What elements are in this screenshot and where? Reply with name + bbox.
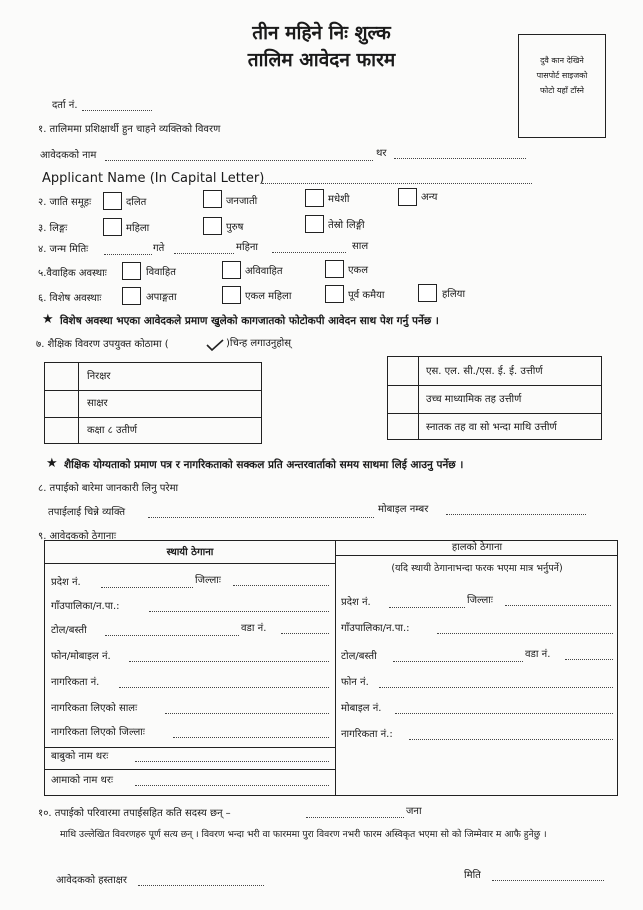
edu-box-bachelor[interactable] bbox=[388, 413, 418, 441]
checkbox-single-woman[interactable] bbox=[222, 286, 241, 304]
father-name-field[interactable] bbox=[135, 761, 329, 762]
option-madhesi: मधेशी bbox=[328, 194, 350, 205]
address-section-label: ९. आवेदकको ठेगानाः bbox=[38, 531, 116, 542]
edu-option-slc: एस. एल. सी./एस. ई. ई. उत्तीर्ण bbox=[426, 366, 543, 377]
curr-tole-label: टोल/बस्ती bbox=[341, 651, 377, 662]
option-haliya: हलिया bbox=[442, 289, 466, 300]
permanent-address-header: स्थायी ठेगाना bbox=[166, 547, 214, 558]
family-members-field[interactable] bbox=[306, 817, 404, 818]
checkbox-male[interactable] bbox=[203, 217, 222, 235]
special-label: ६. विशेष अवस्थाः bbox=[38, 293, 102, 304]
perm-tole-label: टोल/बस्ती bbox=[51, 625, 87, 636]
caste-label: २. जाति समूहः bbox=[38, 197, 92, 208]
dob-mahina-label: महिना bbox=[236, 242, 259, 253]
option-janajati: जनजाती bbox=[226, 196, 258, 207]
checkbox-third-gender[interactable] bbox=[305, 215, 324, 233]
curr-province-field[interactable] bbox=[389, 607, 465, 608]
father-name-label: बाबुको नाम थरः bbox=[51, 751, 109, 762]
curr-citizenship-label: नागरिकता नं.: bbox=[341, 729, 393, 740]
family-members-label: १०. तपाईको परिवारमा तपाईसहित कति सदस्य छन् – bbox=[38, 808, 231, 819]
option-unmarried: अविवाहित bbox=[245, 266, 283, 277]
option-single-woman: एकल महिला bbox=[245, 291, 292, 302]
curr-phone-field[interactable] bbox=[379, 687, 613, 688]
reference-person-label: तपाईलाई चिन्ने व्यक्ति bbox=[48, 507, 126, 518]
option-married: विवाहित bbox=[146, 267, 176, 278]
edu-box-illiterate[interactable] bbox=[45, 363, 78, 390]
gender-label: ३. लिङ्गः bbox=[38, 223, 68, 234]
family-members-unit: जना bbox=[406, 806, 422, 817]
education-label: ७. शैक्षिक विवरण उपयुक्त कोठामा ( bbox=[36, 339, 169, 350]
checkbox-disability[interactable] bbox=[122, 287, 141, 305]
address-table bbox=[44, 540, 618, 796]
option-third-gender: तेस्रो लिङ्गी bbox=[328, 220, 365, 231]
applicant-name-en-field[interactable] bbox=[262, 183, 532, 184]
perm-phone-label: फोन/मोबाइल नं. bbox=[51, 651, 111, 662]
checkbox-single[interactable] bbox=[325, 260, 344, 278]
checkbox-ex-kamaiya[interactable] bbox=[325, 285, 344, 303]
education-label-end: )चिन्ह लगाउनुहोस् bbox=[226, 338, 292, 349]
option-anya: अन्य bbox=[421, 192, 438, 203]
checkbox-dalit[interactable] bbox=[103, 192, 122, 210]
date-field[interactable] bbox=[492, 880, 604, 881]
thar-field[interactable] bbox=[394, 158, 526, 159]
checkbox-female[interactable] bbox=[103, 218, 122, 236]
curr-mobile-field[interactable] bbox=[395, 713, 613, 714]
option-ex-kamaiya: पूर्व कमैया bbox=[348, 290, 385, 301]
perm-municipality-field[interactable] bbox=[149, 611, 329, 612]
note-documents: शैक्षिक योग्यताको प्रमाण पत्र र नागरिकताको सक्कल प्रति अन्तरवार्ताको समय साथमा लिई आउनु पर्नेछ । bbox=[64, 459, 464, 471]
checkbox-anya[interactable] bbox=[398, 188, 417, 206]
name-label: आवेदकको नाम bbox=[40, 150, 97, 161]
reference-mobile-field[interactable] bbox=[446, 514, 586, 515]
edu-box-slc[interactable] bbox=[388, 357, 418, 385]
darta-label: दर्ता नं. bbox=[52, 100, 78, 111]
photo-box-line: दुवै कान देखिने bbox=[540, 56, 584, 65]
citizenship-year-field[interactable] bbox=[165, 713, 329, 714]
date-label: मिति bbox=[464, 870, 481, 881]
perm-province-field[interactable] bbox=[101, 587, 193, 588]
curr-municipality-label: गाँउपालिका/न.पा.: bbox=[341, 623, 410, 634]
dob-saal-label: साल bbox=[352, 241, 369, 252]
edu-option-bachelor: स्नातक तह वा सो भन्दा माथि उत्तीर्ण bbox=[426, 422, 557, 433]
curr-district-field[interactable] bbox=[505, 605, 611, 606]
mother-name-field[interactable] bbox=[135, 785, 329, 786]
curr-ward-label: वडा नं. bbox=[525, 649, 551, 660]
edu-box-class8[interactable] bbox=[45, 417, 78, 444]
perm-ward-label: वडा नं. bbox=[241, 623, 267, 634]
perm-ward-field[interactable] bbox=[281, 633, 329, 634]
dob-year-field[interactable] bbox=[272, 252, 346, 253]
form-title: तीन महिने निः शुल्क bbox=[252, 22, 391, 44]
dob-label: ४. जन्म मितिः bbox=[38, 244, 89, 255]
education-table-left bbox=[44, 362, 262, 444]
current-address-header: हालको ठेगाना bbox=[451, 542, 503, 553]
edu-option-class8: कक्षा ८ उतीर्ण bbox=[87, 425, 137, 436]
option-female: महिला bbox=[126, 223, 150, 234]
reference-mobile-label: मोबाइल नम्बर bbox=[378, 504, 429, 515]
star-icon: ★ bbox=[42, 312, 54, 327]
perm-citizenship-label: नागरिकता नं. bbox=[51, 677, 100, 688]
citizenship-district-label: नागरिकता लिएको जिल्लाः bbox=[51, 727, 145, 738]
applicant-name-en-label: Applicant Name (In Capital Letter) bbox=[42, 171, 265, 186]
curr-ward-field[interactable] bbox=[565, 659, 613, 660]
current-address-note: (यदि स्थायी ठेगानाभन्दा फरक भएमा मात्र भर्नुपर्ने) bbox=[391, 563, 563, 574]
checkbox-madhesi[interactable] bbox=[305, 189, 324, 207]
option-disability: अपाङ्गता bbox=[146, 292, 177, 303]
dob-month-field[interactable] bbox=[174, 253, 234, 254]
name-field[interactable] bbox=[105, 160, 373, 161]
edu-option-higher-secondary: उच्च माध्यामिक तह उत्तीर्ण bbox=[426, 394, 522, 405]
checkbox-unmarried[interactable] bbox=[222, 261, 241, 279]
perm-district-label: जिल्लाः bbox=[195, 575, 221, 586]
option-male: पुरुष bbox=[226, 222, 244, 233]
curr-mobile-label: मोबाइल नं. bbox=[341, 703, 382, 714]
signature-field[interactable] bbox=[138, 885, 264, 886]
curr-province-label: प्रदेश नं. bbox=[341, 597, 371, 608]
checkbox-haliya[interactable] bbox=[418, 284, 437, 302]
edu-option-illiterate: निरक्षर bbox=[87, 371, 111, 382]
dob-day-field[interactable] bbox=[104, 254, 152, 255]
form-subtitle: तालिम आवेदन फारम bbox=[247, 49, 396, 71]
edu-box-higher-secondary[interactable] bbox=[388, 385, 418, 413]
edu-option-literate: साक्षर bbox=[87, 398, 108, 409]
perm-province-label: प्रदेश नं. bbox=[51, 577, 81, 588]
contact-section-label: ८. तपाईको बारेमा जानकारी लिनु परेमा bbox=[38, 483, 179, 494]
tick-icon bbox=[205, 338, 225, 352]
photo-box bbox=[518, 34, 606, 138]
curr-tole-field[interactable] bbox=[393, 661, 523, 662]
perm-tole-field[interactable] bbox=[105, 635, 239, 636]
dob-gate-label: गते bbox=[153, 243, 165, 254]
perm-citizenship-field[interactable] bbox=[119, 687, 329, 688]
section1-heading: १. तालिममा प्रशिक्षार्थी हुन चाहने व्यक्तिको विवरण bbox=[38, 124, 221, 135]
perm-phone-field[interactable] bbox=[129, 661, 329, 662]
curr-citizenship-field[interactable] bbox=[409, 739, 613, 740]
curr-municipality-field[interactable] bbox=[437, 633, 613, 634]
marital-label: ५.वैवाहिक अवस्थाः bbox=[38, 268, 107, 279]
checkbox-janajati[interactable] bbox=[203, 190, 222, 208]
perm-district-field[interactable] bbox=[233, 585, 329, 586]
checkbox-married[interactable] bbox=[122, 262, 141, 280]
note-special: विशेष अवस्था भएका आवेदकले प्रमाण खुलेको कागजातको फोटोकपी आवेदन साथ पेश गर्नु पर्नेछ । bbox=[60, 315, 439, 327]
citizenship-district-field[interactable] bbox=[173, 737, 329, 738]
option-single: एकल bbox=[348, 265, 368, 276]
photo-box-line: फोटो यहाँ टाँस्ने bbox=[540, 86, 584, 95]
edu-box-literate[interactable] bbox=[45, 390, 78, 417]
perm-municipality-label: गाँउपालिका/न.पा.: bbox=[51, 601, 120, 612]
reference-person-field[interactable] bbox=[148, 517, 374, 518]
citizenship-year-label: नागरिकता लिएको सालः bbox=[51, 703, 138, 714]
declaration-text: माथि उल्लेखित विवरणहरु पूर्ण सत्य छन् । विवरण भन्दा भरी वा फारममा पुरा विवरण नभरी फारम अस्विकृत भएमा सो को जिम्मेवार म आफै हुनेछु । bbox=[60, 829, 547, 840]
education-table-right bbox=[387, 356, 602, 440]
star-icon: ★ bbox=[46, 456, 58, 471]
darta-field[interactable] bbox=[82, 110, 152, 111]
thar-label: थर bbox=[376, 148, 387, 159]
option-dalit: दलित bbox=[126, 197, 147, 208]
curr-district-label: जिल्लाः bbox=[467, 595, 493, 606]
photo-box-line: पासपोर्ट साइजको bbox=[536, 71, 588, 80]
curr-phone-label: फोन नं. bbox=[341, 677, 369, 688]
mother-name-label: आमाको नाम थरः bbox=[51, 775, 114, 786]
signature-label: आवेदकको हस्ताक्षर bbox=[56, 875, 127, 886]
